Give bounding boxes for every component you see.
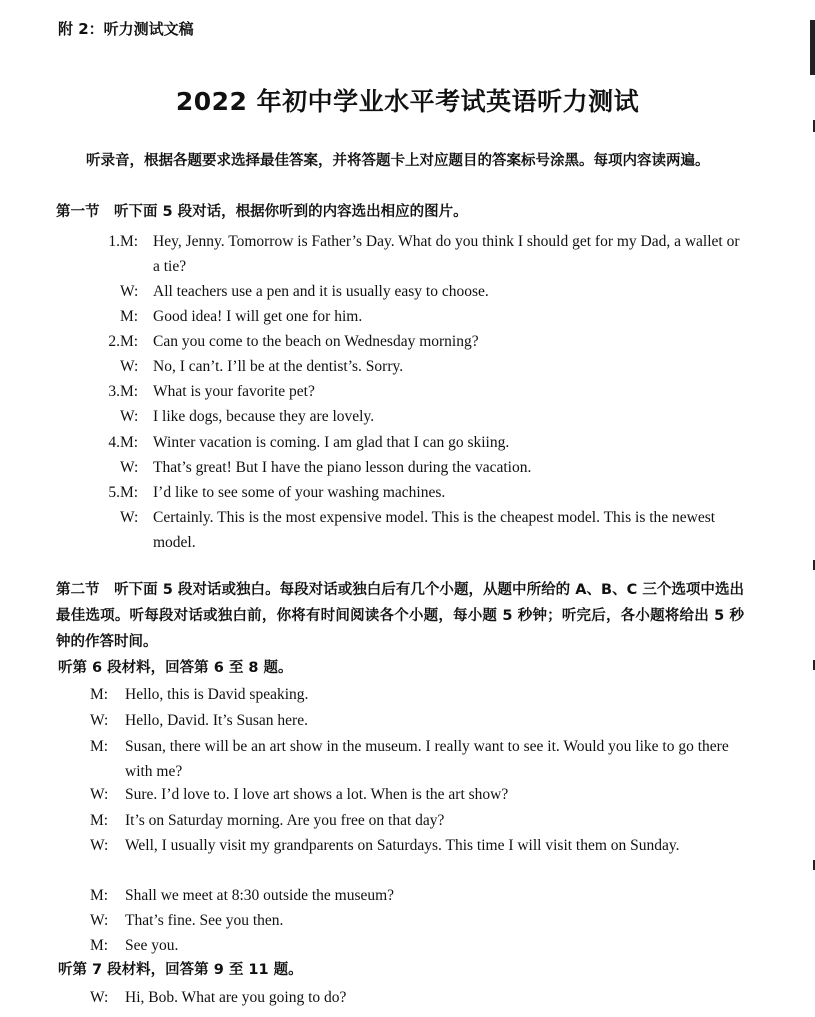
item-number: 4. [108,434,120,451]
utterance: No, I can’t. I’ll be at the dentist’s. Sorry. [153,358,404,375]
speaker: W: [90,912,109,929]
speaker: M: [90,686,109,703]
utterance: Sure. I’d love to. I love art shows a lot. When is the art show? [125,786,509,803]
item-number: 1. [108,233,120,250]
dialogue-5-line-2 [90,505,750,555]
material6-line-6 [90,833,750,883]
speaker: M: [90,812,109,829]
speaker: M: [120,434,139,451]
utterance: What is your favorite pet? [153,383,315,400]
speaker: W: [120,408,139,425]
speaker: M: [120,333,139,350]
speaker: M: [120,233,139,250]
scan-edge-mark [810,20,815,75]
speaker: M: [90,887,109,904]
speaker: M: [120,484,139,501]
item-number: 5. [108,484,120,501]
utterance: Good idea! I will get one for him. [153,308,363,325]
page-title: 2022 年初中学业水平考试英语听力测试 [175,87,640,116]
utterance: Hello, this is David speaking. [125,686,309,703]
utterance: All teachers use a pen and it is usually easy to choose. [153,283,489,300]
utterance: Shall we meet at 8:30 outside the museum? [125,887,395,904]
material7-heading: 听第 7 段材料，回答第 9 至 11 题。 [58,962,303,978]
utterance: It’s on Saturday morning. Are you free on that day? [125,812,445,829]
utterance: Hi, Bob. What are you going to do? [125,989,347,1006]
material6-line-3 [90,734,750,784]
section2-heading: 第二节 听下面 5 段对话或独白。每段对话或独白后有几个小题，从题中所给的 A、B、C 三个选项中选出最佳选项。听每段对话或独白前，你将有时间阅读各个小题，每小题 5 秒钟；听完后，各小题将给出 5 秒钟的作答时间。 [56,582,744,650]
speaker: W: [90,837,109,854]
speaker: W: [120,283,139,300]
utterance: That’s fine. See you then. [125,912,284,929]
utterance: I’d like to see some of your washing machines. [153,484,446,501]
speaker: M: [90,738,109,755]
utterance: Can you come to the beach on Wednesday morning? [153,333,479,350]
speaker: W: [120,459,139,476]
item-number: 2. [108,333,120,350]
section1-heading: 第一节 听下面 5 段对话，根据你听到的内容选出相应的图片。 [56,204,468,220]
item-number: 3. [108,383,120,400]
utterance: Susan, there will be an art show in the museum. I really want to see it. Would you like to go there with me? [125,738,729,780]
speaker: W: [90,989,109,1006]
attachment-label: 附 2：听力测试文稿 [58,20,194,38]
utterance: Well, I usually visit my grandparents on Saturdays. This time I will visit them on Sunday. [125,837,680,854]
utterance: Certainly. This is the most expensive model. This is the cheapest model. This is the newest model. [153,509,716,551]
utterance: I like dogs, because they are lovely. [153,408,375,425]
material6-heading: 听第 6 段材料，回答第 6 至 8 题。 [58,660,293,676]
speaker: W: [90,712,109,729]
speaker: W: [120,509,139,526]
speaker: M: [120,308,139,325]
utterance: Winter vacation is coming. I am glad that I can go skiing. [153,434,510,451]
speaker: M: [90,937,109,954]
utterance: That’s great! But I have the piano lesson during the vacation. [153,459,532,476]
speaker: W: [120,358,139,375]
instructions: 听录音，根据各题要求选择最佳答案，并将答题卡上对应题目的答案标号涂黑。每项内容读两遍。 [86,153,710,169]
speaker: M: [120,383,139,400]
utterance: See you. [125,937,179,954]
utterance: Hey, Jenny. Tomorrow is Father’s Day. What do you think I should get for my Dad, a wallet or a tie? [153,233,740,275]
utterance: Hello, David. It’s Susan here. [125,712,308,729]
speaker: W: [90,786,109,803]
dialogue-1-line-1 [90,229,750,279]
